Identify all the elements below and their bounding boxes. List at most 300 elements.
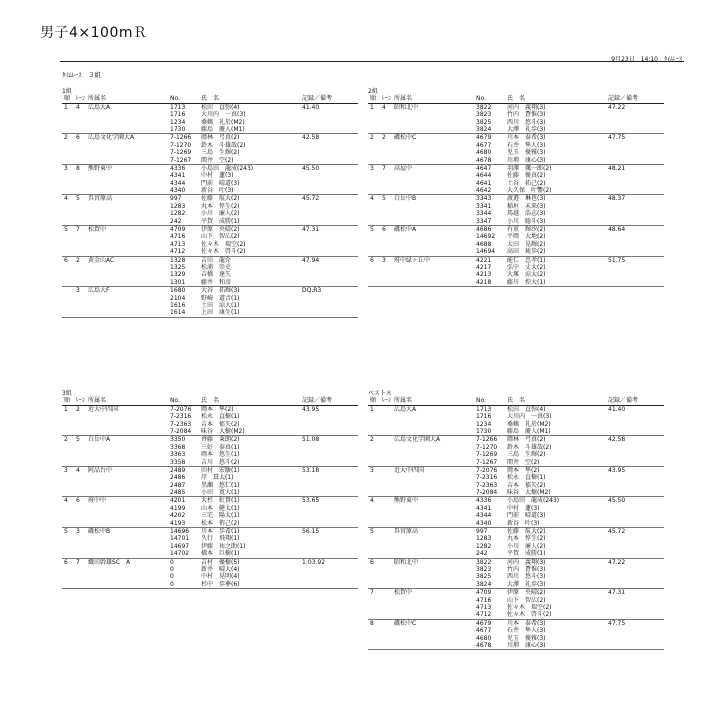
result-row <box>62 559 358 590</box>
member-number: 0 <box>170 565 174 573</box>
member-name: 土谷 拓己(2) <box>507 179 546 187</box>
member-name: 松本 侑己(2) <box>201 519 240 527</box>
member-name: 大澤 礼歩(3) <box>507 580 546 588</box>
header-record: 記録／備考 <box>302 397 333 405</box>
member-number: 1716 <box>476 413 492 421</box>
lane-cell: 5 <box>382 195 386 203</box>
member-name: 平賀 成勝(1) <box>507 550 546 558</box>
member-line <box>368 413 664 420</box>
member-name: 小川 聡斗(3) <box>507 217 546 225</box>
member-name: 石井 隼人(3) <box>507 627 546 635</box>
member-name: 吉村 優樹(5) <box>201 558 240 566</box>
member-line <box>368 451 664 458</box>
header-team: 所属名 <box>88 397 107 405</box>
group-1 <box>62 88 358 318</box>
result-row <box>368 620 664 651</box>
member-line <box>368 635 664 642</box>
member-name: 藤島 慶人(M1) <box>507 427 551 435</box>
member-number: 4679 <box>476 619 492 627</box>
member-number: 7-1267 <box>170 156 192 164</box>
member-name: 高田 琉歩(2) <box>507 248 546 256</box>
team-cell: 昭和北中 <box>394 558 419 566</box>
member-name: 上田 康生(1) <box>201 309 240 317</box>
result-row <box>368 195 664 226</box>
rank-cell: 1 <box>64 103 68 111</box>
result-row <box>368 104 664 135</box>
member-line <box>62 497 358 504</box>
member-number: 2487 <box>170 481 186 489</box>
team-cell: 白岳中A <box>88 436 111 444</box>
result-row <box>368 436 664 467</box>
member-name: 野崎 道音(1) <box>201 294 240 302</box>
team-cell: 松賀中 <box>394 589 413 597</box>
record-cell: 47.31 <box>608 589 626 597</box>
member-name: 中村 蓮(3) <box>201 172 234 180</box>
member-number: 2485 <box>170 489 186 497</box>
member-name: 竹内 蒼惟(3) <box>507 565 546 573</box>
result-row <box>368 165 664 196</box>
member-line <box>368 535 664 542</box>
member-name: 三宅 陽太(1) <box>201 512 240 520</box>
member-number: 3825 <box>476 118 492 126</box>
member-line <box>62 550 358 557</box>
rank-cell: 5 <box>370 528 374 536</box>
member-line <box>62 149 358 156</box>
date-line: 9月23日 14:10 ﾀｲﾑﾚｰｽ <box>611 56 682 63</box>
member-number: 4199 <box>170 504 186 512</box>
member-name: 齊藤 秉朗(2) <box>201 436 240 444</box>
member-name: 佐々木 瑞空(2) <box>201 240 246 248</box>
result-row <box>62 195 358 226</box>
header-no: No. <box>476 397 486 405</box>
member-line <box>368 279 664 286</box>
member-line <box>62 210 358 217</box>
member-number: 4336 <box>476 497 492 505</box>
member-line <box>368 573 664 580</box>
group-label: 3組 <box>62 390 72 397</box>
lane-cell: 3 <box>382 256 386 264</box>
member-line <box>62 248 358 255</box>
member-name: 三島 生輝(2) <box>201 149 240 157</box>
member-name: 有重 輝汐(2) <box>507 226 546 234</box>
team-cell: 磯松中B <box>88 528 111 536</box>
member-name: 羽澤 颯一郎(2) <box>507 164 552 172</box>
result-row <box>62 406 358 437</box>
rank-cell: 1 <box>370 405 374 413</box>
member-number: 1713 <box>170 103 186 111</box>
member-number: 4641 <box>476 179 492 187</box>
member-line <box>368 233 664 240</box>
member-name: 渡邉 琳也(3) <box>507 195 546 203</box>
member-line <box>62 111 358 118</box>
member-line <box>62 279 358 286</box>
member-line <box>368 187 664 194</box>
member-line <box>62 451 358 458</box>
member-name: 鈴木 斗雄哉(2) <box>507 443 552 451</box>
member-number: 4680 <box>476 634 492 642</box>
member-name: 関井 空(2) <box>507 458 540 466</box>
result-row <box>62 104 358 135</box>
member-number: 4213 <box>476 271 492 279</box>
team-cell: 織田幹雄SC A <box>88 558 131 566</box>
record-cell: 45.50 <box>302 164 320 172</box>
member-number: 7-1269 <box>476 451 498 459</box>
member-line <box>368 512 664 519</box>
member-number: 997 <box>170 195 182 203</box>
result-row <box>368 226 664 257</box>
member-number: 4716 <box>170 233 186 241</box>
member-name: 門前 晴道(3) <box>201 179 240 187</box>
member-name: 杉中 歩夢(6) <box>201 580 240 588</box>
record-cell: 43.95 <box>302 405 320 413</box>
member-number: 4201 <box>170 497 186 505</box>
member-number: 7-1266 <box>476 436 498 444</box>
rank-cell: 6 <box>64 256 68 264</box>
member-name: 平岡 大地(2) <box>507 233 546 241</box>
result-row <box>368 559 664 590</box>
member-name: 川本 泰希(3) <box>507 134 546 142</box>
team-cell: 熊野東中 <box>88 164 113 172</box>
header-name: 氏 名 <box>201 95 220 103</box>
lane-cell: 4 <box>76 466 80 474</box>
lane-cell: 7 <box>76 226 80 234</box>
member-number: 4218 <box>476 278 492 286</box>
member-line <box>62 295 358 302</box>
member-number: 7-2363 <box>476 481 498 489</box>
member-number: 0 <box>170 573 174 581</box>
record-cell: 45.50 <box>608 497 626 505</box>
team-cell: 阿品台中 <box>88 466 113 474</box>
member-name: 吉本 郁矢(2) <box>507 481 546 489</box>
rank-cell: 2 <box>370 134 374 142</box>
member-line <box>368 581 664 588</box>
member-number: 3825 <box>476 573 492 581</box>
member-number: 14696 <box>170 528 190 536</box>
member-line <box>368 157 664 164</box>
member-number: 0 <box>170 558 174 566</box>
result-row <box>368 257 664 288</box>
member-name: 西川 悠斗(3) <box>507 573 546 581</box>
member-line <box>62 187 358 194</box>
group-best8 <box>368 390 664 650</box>
member-name: 吉川 悠斗(2) <box>201 458 240 466</box>
member-line <box>368 271 664 278</box>
member-number: 3368 <box>170 443 186 451</box>
member-line <box>368 172 664 179</box>
member-line <box>62 512 358 519</box>
member-number: 4202 <box>170 512 186 520</box>
member-number: 4712 <box>476 611 492 619</box>
record-cell: 47.22 <box>608 103 626 111</box>
lane-cell: 5 <box>76 436 80 444</box>
header-record: 記録／備考 <box>608 397 639 405</box>
team-cell: 磯松中C <box>394 619 417 627</box>
member-number: 14702 <box>170 550 190 558</box>
team-cell: 広島大F <box>88 287 110 295</box>
member-line <box>62 482 358 489</box>
member-number: 4686 <box>476 226 492 234</box>
member-name: 大川内 一真(3) <box>507 413 552 421</box>
member-name: 佐藤 航大(2) <box>507 528 546 536</box>
member-line <box>62 195 358 202</box>
record-cell: 47.22 <box>608 558 626 566</box>
record-cell: DQ,R3 <box>302 287 322 295</box>
member-number: 4716 <box>476 596 492 604</box>
member-name: 平賀 成勝(1) <box>201 217 240 225</box>
member-line <box>62 233 358 240</box>
member-number: 3341 <box>476 202 492 210</box>
member-name: 川本 歩希(1) <box>201 528 240 536</box>
member-name: 岡林 弓真(2) <box>201 134 240 142</box>
column-headers <box>368 397 664 405</box>
rank-cell: 3 <box>64 164 68 172</box>
member-number: 1283 <box>476 535 492 543</box>
member-name: 小島田 龍成(243) <box>507 497 560 505</box>
member-name: 山下 智広(2) <box>201 233 240 241</box>
member-number: 4677 <box>476 627 492 635</box>
rank-cell: 2 <box>370 436 374 444</box>
group-label: ベスト８ <box>368 390 393 397</box>
member-line <box>368 482 664 489</box>
header-lane: ﾚｰﾝ <box>382 95 392 103</box>
member-name: 岸 貫太(1) <box>201 474 234 482</box>
member-name: 久行 飛翔(1) <box>201 535 240 543</box>
member-number: 7-2316 <box>476 474 498 482</box>
member-number: 4221 <box>476 256 492 264</box>
member-number: 997 <box>476 528 488 536</box>
rank-cell: 4 <box>370 195 374 203</box>
rank-cell: 5 <box>64 528 68 536</box>
member-number: 1234 <box>170 118 186 126</box>
member-line <box>368 134 664 141</box>
member-line <box>368 248 664 255</box>
record-cell: 41.40 <box>302 103 320 111</box>
column-headers <box>62 397 358 405</box>
member-line <box>62 309 358 316</box>
team-cell: 近大中四国 <box>88 405 119 413</box>
member-line <box>62 180 358 187</box>
member-number: 3822 <box>476 103 492 111</box>
member-number: 7-2084 <box>170 427 192 435</box>
record-cell: 48.21 <box>608 164 626 172</box>
member-number: 3363 <box>170 451 186 459</box>
lane-cell: 6 <box>76 497 80 505</box>
member-line <box>368 195 664 202</box>
member-line <box>368 611 664 618</box>
team-cell: 松賀中 <box>88 226 107 234</box>
member-line <box>62 421 358 428</box>
member-name: 河内 義翔(3) <box>507 103 546 111</box>
member-name: 黒瀬 悠仁(1) <box>201 481 240 489</box>
member-line <box>62 489 358 496</box>
record-cell: 45.72 <box>302 195 320 203</box>
member-number: 1329 <box>170 271 186 279</box>
member-line <box>62 573 358 580</box>
result-row <box>62 165 358 196</box>
member-name: 中村 蓮(3) <box>507 504 540 512</box>
member-number: 4677 <box>476 141 492 149</box>
member-name: 新井 晴大(4) <box>201 565 240 573</box>
lane-cell: 4 <box>382 103 386 111</box>
result-row <box>62 226 358 257</box>
member-number: 4193 <box>170 519 186 527</box>
member-line <box>368 627 664 634</box>
member-number: 4712 <box>170 248 186 256</box>
member-name: 藤井 和彦 <box>201 278 232 286</box>
member-line <box>62 257 358 264</box>
member-name: 岡本 悠生(1) <box>201 451 240 459</box>
member-number: 2489 <box>170 466 186 474</box>
member-number: 2104 <box>170 294 186 302</box>
header-no: No. <box>170 397 180 405</box>
record-cell: 53.65 <box>302 497 320 505</box>
member-number: 7-2363 <box>170 420 192 428</box>
team-cell: 熊野東中 <box>394 497 419 505</box>
member-number: 7-1267 <box>476 458 498 466</box>
member-number: 0 <box>170 580 174 588</box>
header-name: 氏 名 <box>201 397 220 405</box>
member-name: 関井 空(2) <box>201 156 234 164</box>
member-name: 小川 廉人(2) <box>507 542 546 550</box>
header-rank: 順 <box>64 397 71 405</box>
team-cell: 磯松中C <box>394 134 417 142</box>
member-name: 能仁 忠孝(1) <box>507 256 546 264</box>
team-cell: 府中緑ヶ丘中 <box>394 256 431 264</box>
member-line <box>62 459 358 466</box>
member-line <box>368 421 664 428</box>
member-number: 1301 <box>170 278 186 286</box>
record-cell: 47.75 <box>608 619 626 627</box>
member-name: 味谷 大樹(M2) <box>507 489 551 497</box>
header-lane: ﾚｰﾝ <box>382 397 392 405</box>
member-number: 7-1270 <box>476 443 498 451</box>
header-record: 記録／備考 <box>608 95 639 103</box>
member-number: 3343 <box>476 195 492 203</box>
record-cell: 42.58 <box>608 436 626 444</box>
member-number: 14701 <box>170 535 190 543</box>
member-line <box>368 257 664 264</box>
member-number: 1282 <box>170 210 186 218</box>
member-number: 4678 <box>476 156 492 164</box>
header-rank: 順 <box>370 397 377 405</box>
member-name: 川本 泰希(3) <box>507 619 546 627</box>
team-cell: 高屋中 <box>394 164 413 172</box>
lane-cell: 5 <box>76 195 80 203</box>
member-name: 川増 康心(3) <box>507 641 546 649</box>
member-line <box>62 134 358 141</box>
member-number: 4642 <box>476 187 492 195</box>
team-cell: 黄金山AC <box>88 256 115 264</box>
record-cell: 48.64 <box>608 226 626 234</box>
member-number: 3823 <box>476 565 492 573</box>
member-number: 3350 <box>170 436 186 444</box>
header-lane: ﾚｰﾝ <box>76 397 86 405</box>
member-number: 7-2084 <box>476 489 498 497</box>
header-no: No. <box>170 95 180 103</box>
member-name: 松永 直樹(1) <box>201 413 240 421</box>
header-record: 記録／備考 <box>302 95 333 103</box>
record-cell: 51.75 <box>608 256 626 264</box>
member-number: 1282 <box>476 542 492 550</box>
member-name: 山本 健太(1) <box>201 504 240 512</box>
team-cell: 昭和北中 <box>394 103 419 111</box>
member-number: 1283 <box>170 202 186 210</box>
team-cell: 広島大A <box>88 103 111 111</box>
record-cell: 42.58 <box>302 134 320 142</box>
record-cell: 47.75 <box>608 134 626 142</box>
rank-cell: 6 <box>370 558 374 566</box>
member-line <box>62 287 358 294</box>
team-cell: 広島文化学園大A <box>394 436 441 444</box>
member-name: 土田 涼大(1) <box>201 301 240 309</box>
member-name: 中村 晃明(4) <box>201 573 240 581</box>
record-cell: 1:03.92 <box>302 558 326 566</box>
member-line <box>62 271 358 278</box>
team-cell: 呉宮原高 <box>394 528 419 536</box>
result-row <box>368 467 664 498</box>
member-line <box>62 474 358 481</box>
member-number: 4344 <box>170 179 186 187</box>
column-headers <box>62 95 358 103</box>
rank-cell: 2 <box>64 436 68 444</box>
member-line <box>368 642 664 649</box>
header-divider <box>60 61 684 62</box>
member-name: 伊原 央晴(2) <box>201 226 240 234</box>
member-number: 1730 <box>170 125 186 133</box>
member-number: 3358 <box>170 458 186 466</box>
rank-cell: 3 <box>370 164 374 172</box>
member-name: 藤島 慶人(M1) <box>201 125 245 133</box>
member-number: 4217 <box>476 263 492 271</box>
page-title: 男子4×100mＲ <box>40 25 148 41</box>
result-row <box>368 497 664 528</box>
member-number: 7-1269 <box>170 149 192 157</box>
member-name: 河内 義翔(3) <box>507 558 546 566</box>
member-name: 竹内 蒼惟(3) <box>507 111 546 119</box>
member-line <box>62 559 358 566</box>
member-name: 鈴木 斗雄哉(2) <box>201 141 246 149</box>
member-line <box>62 436 358 443</box>
rank-cell: 8 <box>370 619 374 627</box>
member-number: 1616 <box>170 301 186 309</box>
member-line <box>368 550 664 557</box>
member-line <box>368 620 664 627</box>
record-cell: 53.18 <box>302 466 320 474</box>
record-cell: 47.31 <box>302 226 320 234</box>
member-number: 4709 <box>170 226 186 234</box>
lane-cell: 2 <box>76 405 80 413</box>
member-number: 242 <box>476 550 488 558</box>
result-row <box>62 257 358 288</box>
record-cell: 45.72 <box>608 528 626 536</box>
member-name: 伊原 央晴(2) <box>507 589 546 597</box>
member-line <box>368 218 664 225</box>
member-number: 7-1270 <box>170 141 192 149</box>
member-line <box>368 428 664 435</box>
member-number: 242 <box>170 217 182 225</box>
member-number: 4340 <box>476 519 492 527</box>
member-number: 1730 <box>476 427 492 435</box>
member-name: 新谷 叶(3) <box>201 187 234 195</box>
team-cell: 府中中 <box>88 497 107 505</box>
member-name: 桑鶴 礼於(M2) <box>201 118 245 126</box>
member-number: 3344 <box>476 210 492 218</box>
member-name: 大川内 一真(3) <box>201 111 246 119</box>
lane-cell: 7 <box>382 164 386 172</box>
header-name: 氏 名 <box>507 95 526 103</box>
member-number: 4644 <box>476 172 492 180</box>
lane-cell: 3 <box>76 528 80 536</box>
